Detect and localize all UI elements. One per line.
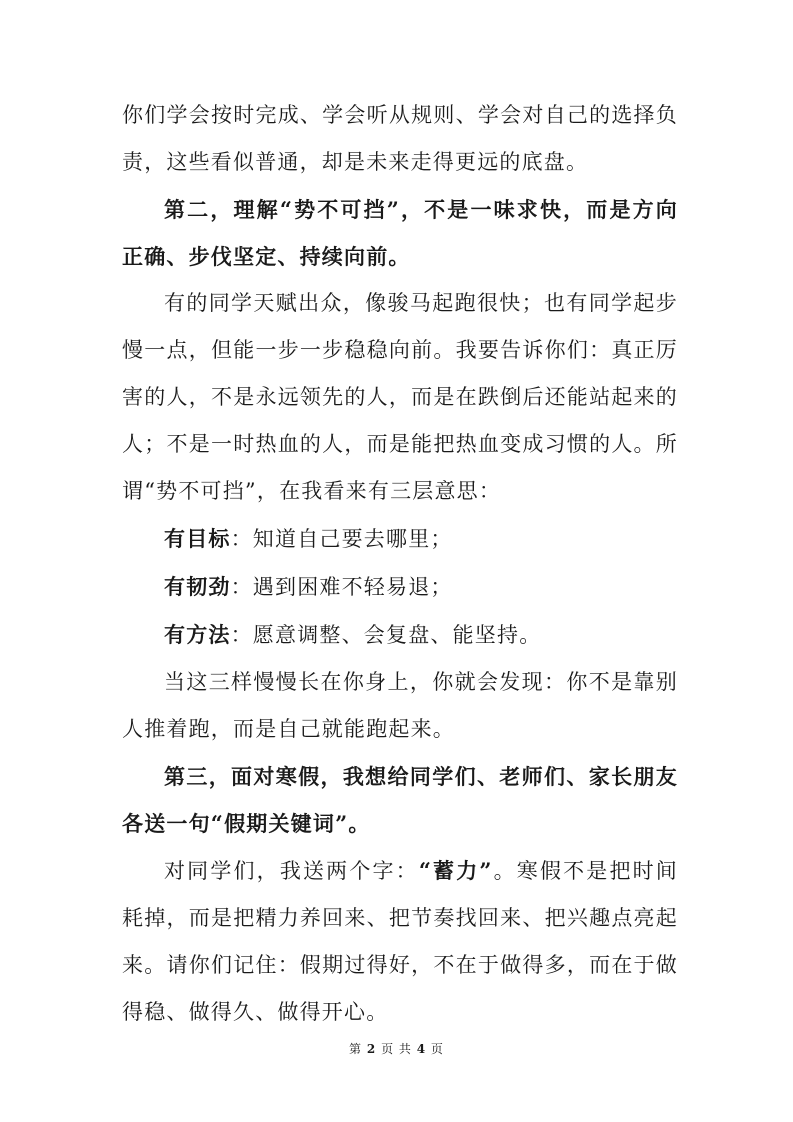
list-item-tenacity-label: 有韧劲 [164, 574, 231, 599]
paragraph-students-keyword [122, 847, 678, 1036]
footer-current-page: 2 [366, 1042, 377, 1056]
keyword-explanation: 。寒假不是把时间耗掉，而是把精力养回来、把节奏找回来、把兴趣点亮起来。请你们记住：假期过得好，不在于做得多，而在于做得稳、做得久、做得开心。 [122, 859, 678, 1024]
paragraph-unstoppable: 有的同学天赋出众，像骏马起跑很快；也有同学起步慢一点，但能一步一步稳稳向前。我要告诉你们：真正厉害的人，不是永远领先的人，而是在跌倒后还能站起来的人；不是一时热血的人，而是能把热血变成习惯的人。所谓“势不可挡”，在我看来有三层意思： [122, 291, 678, 503]
keyword-intro: 对同学们，我送两个字： [164, 859, 419, 883]
list-item-method-text: ：愿意调整、会复盘、能坚持。 [230, 623, 542, 647]
footer-prefix: 第 [349, 1042, 363, 1056]
list-item-tenacity [122, 563, 678, 611]
document-body [122, 92, 678, 1036]
page-footer [0, 1040, 793, 1057]
keyword-highlight: “蓄力” [418, 858, 493, 883]
list-item-method-label: 有方法 [164, 622, 231, 647]
section-heading-second: 第二，理解“势不可挡”，不是一味求快，而是方向正确、步伐坚定、持续向前。 [122, 197, 678, 269]
paragraph-continuation: 你们学会按时完成、学会听从规则、学会对自己的选择负责，这些看似普通，却是未来走得更远的底盘。 [122, 103, 678, 174]
list-item-tenacity-text: ：遇到困难不轻易退； [230, 575, 453, 599]
footer-suffix: 页 [430, 1042, 444, 1056]
list-item-goal-label: 有目标 [164, 526, 231, 551]
list-item-goal [122, 515, 678, 563]
footer-total-pages: 4 [416, 1042, 427, 1056]
list-item-method [122, 611, 678, 659]
footer-middle: 页 共 [381, 1042, 412, 1056]
section-heading-third: 第三，面对寒假，我想给同学们、老师们、家长朋友各送一句“假期关键词”。 [122, 764, 678, 836]
list-item-goal-text: ：知道自己要去哪里； [230, 527, 453, 551]
paragraph-growth: 当这三样慢慢长在你身上，你就会发现：你不是靠别人推着跑，而是自己就能跑起来。 [122, 670, 678, 741]
